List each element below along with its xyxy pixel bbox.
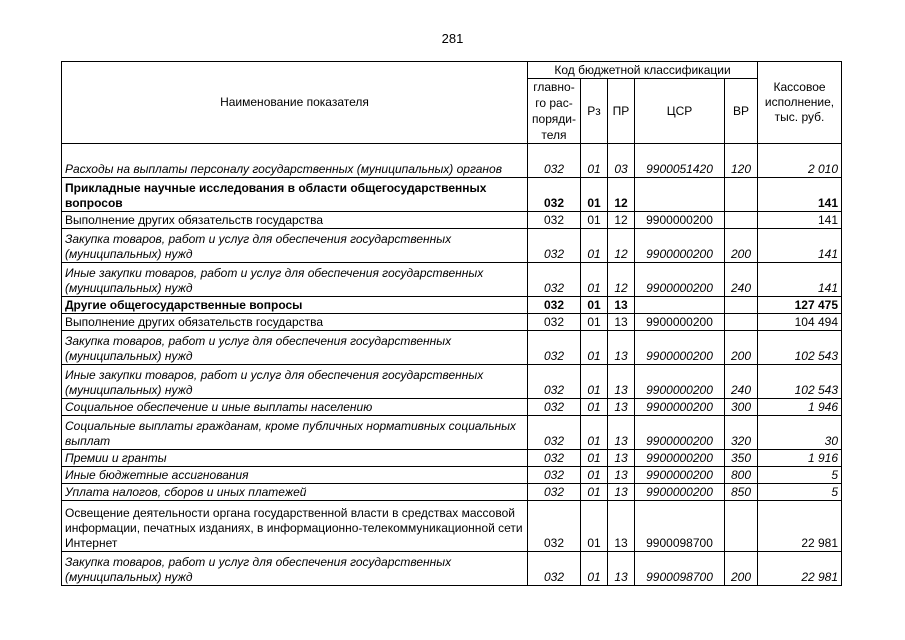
row-gr: 032 xyxy=(528,263,581,297)
row-pr: 12 xyxy=(608,212,635,229)
row-amount: 104 494 xyxy=(758,314,842,331)
row-name: Закупка товаров, работ и услуг для обеспечения государственных (муниципальных) нужд xyxy=(62,331,528,365)
row-vr: 240 xyxy=(725,263,758,297)
row-amount: 141 xyxy=(758,229,842,263)
row-vr: 240 xyxy=(725,365,758,399)
row-vr xyxy=(725,212,758,229)
row-pr: 13 xyxy=(608,365,635,399)
row-gr: 032 xyxy=(528,484,581,501)
row-vr: 800 xyxy=(725,467,758,484)
row-pr: 13 xyxy=(608,450,635,467)
table-header xyxy=(62,62,842,144)
row-csr: 9900000200 xyxy=(635,229,725,263)
row-vr xyxy=(725,501,758,552)
row-csr: 9900000200 xyxy=(635,314,725,331)
row-amount: 127 475 xyxy=(758,297,842,314)
row-amount: 22 981 xyxy=(758,501,842,552)
row-amount: 141 xyxy=(758,212,842,229)
budget-table xyxy=(61,61,842,586)
row-pr: 12 xyxy=(608,178,635,212)
table-row xyxy=(62,552,842,586)
row-rz: 01 xyxy=(581,229,608,263)
row-pr: 12 xyxy=(608,229,635,263)
row-amount: 102 543 xyxy=(758,331,842,365)
row-amount: 2 010 xyxy=(758,144,842,178)
row-csr: 9900000200 xyxy=(635,331,725,365)
row-csr: 9900000200 xyxy=(635,365,725,399)
row-rz: 01 xyxy=(581,416,608,450)
row-amount: 1 916 xyxy=(758,450,842,467)
row-vr: 320 xyxy=(725,416,758,450)
row-pr: 13 xyxy=(608,331,635,365)
row-vr xyxy=(725,297,758,314)
table-body xyxy=(62,144,842,586)
row-pr: 13 xyxy=(608,416,635,450)
header-amount-line: тыс. руб. xyxy=(774,110,825,124)
row-csr: 9900000200 xyxy=(635,416,725,450)
row-gr: 032 xyxy=(528,331,581,365)
row-rz: 01 xyxy=(581,314,608,331)
table-row xyxy=(62,144,842,178)
header-vr: ВР xyxy=(725,79,758,144)
row-rz: 01 xyxy=(581,331,608,365)
row-amount: 22 981 xyxy=(758,552,842,586)
table-row xyxy=(62,178,842,212)
header-amount-line: Кассовое xyxy=(773,80,826,94)
header-rz: Рз xyxy=(581,79,608,144)
row-rz: 01 xyxy=(581,297,608,314)
row-csr xyxy=(635,297,725,314)
row-rz: 01 xyxy=(581,178,608,212)
row-pr: 13 xyxy=(608,552,635,586)
header-gr-line: теля xyxy=(541,128,567,142)
row-csr: 9900000200 xyxy=(635,212,725,229)
header-gr-line: главно- xyxy=(533,80,575,94)
row-rz: 01 xyxy=(581,365,608,399)
row-name: Освещение деятельности органа государственной власти в средствах массовой информации, печатных изданиях, в информационно-телекоммуникационной сети Интернет xyxy=(62,501,528,552)
row-csr: 9900000200 xyxy=(635,399,725,416)
row-pr: 13 xyxy=(608,484,635,501)
row-name: Иные закупки товаров, работ и услуг для обеспечения государственных (муниципальных) нужд xyxy=(62,365,528,399)
row-name: Уплата налогов, сборов и иных платежей xyxy=(62,484,528,501)
table-row xyxy=(62,399,842,416)
row-gr: 032 xyxy=(528,416,581,450)
row-pr: 13 xyxy=(608,399,635,416)
row-gr: 032 xyxy=(528,178,581,212)
row-gr: 032 xyxy=(528,467,581,484)
row-csr xyxy=(635,178,725,212)
row-gr: 032 xyxy=(528,229,581,263)
row-name: Выполнение других обязательств государства xyxy=(62,212,528,229)
page-number: 281 xyxy=(441,31,464,46)
row-vr: 350 xyxy=(725,450,758,467)
row-csr: 9900000200 xyxy=(635,263,725,297)
row-name: Другие общегосударственные вопросы xyxy=(62,297,528,314)
row-amount: 141 xyxy=(758,263,842,297)
table-row xyxy=(62,229,842,263)
row-vr: 300 xyxy=(725,399,758,416)
table-row xyxy=(62,314,842,331)
row-csr: 9900051420 xyxy=(635,144,725,178)
row-gr: 032 xyxy=(528,399,581,416)
row-vr: 200 xyxy=(725,229,758,263)
row-pr: 13 xyxy=(608,314,635,331)
row-amount: 102 543 xyxy=(758,365,842,399)
header-name: Наименование показателя xyxy=(62,62,528,144)
row-name: Расходы на выплаты персоналу государственных (муниципальных) органов xyxy=(62,144,528,178)
row-rz: 01 xyxy=(581,501,608,552)
row-gr: 032 xyxy=(528,144,581,178)
header-gr-line: поряди- xyxy=(532,112,576,126)
row-amount: 5 xyxy=(758,467,842,484)
row-gr: 032 xyxy=(528,212,581,229)
row-amount: 1 946 xyxy=(758,399,842,416)
row-amount: 141 xyxy=(758,178,842,212)
row-csr: 9900098700 xyxy=(635,552,725,586)
row-rz: 01 xyxy=(581,144,608,178)
table-row xyxy=(62,484,842,501)
table-row xyxy=(62,416,842,450)
table-row xyxy=(62,450,842,467)
table-row xyxy=(62,297,842,314)
row-rz: 01 xyxy=(581,450,608,467)
row-vr xyxy=(725,314,758,331)
row-pr: 13 xyxy=(608,501,635,552)
row-name: Социальные выплаты гражданам, кроме публичных нормативных социальных выплат xyxy=(62,416,528,450)
row-gr: 032 xyxy=(528,365,581,399)
row-name: Закупка товаров, работ и услуг для обеспечения государственных (муниципальных) нужд xyxy=(62,552,528,586)
row-pr: 12 xyxy=(608,263,635,297)
row-csr: 9900000200 xyxy=(635,467,725,484)
header-pr: ПР xyxy=(608,79,635,144)
row-vr: 200 xyxy=(725,552,758,586)
row-vr: 200 xyxy=(725,331,758,365)
row-name: Прикладные научные исследования в области общегосударственных вопросов xyxy=(62,178,528,212)
row-pr: 03 xyxy=(608,144,635,178)
row-rz: 01 xyxy=(581,552,608,586)
table-row xyxy=(62,331,842,365)
row-csr: 9900098700 xyxy=(635,501,725,552)
row-rz: 01 xyxy=(581,212,608,229)
header-csr: ЦСР xyxy=(635,79,725,144)
row-gr: 032 xyxy=(528,297,581,314)
row-name: Иные бюджетные ассигнования xyxy=(62,467,528,484)
row-name: Иные закупки товаров, работ и услуг для обеспечения государственных (муниципальных) нужд xyxy=(62,263,528,297)
header-code-group: Код бюджетной классификации xyxy=(528,62,758,79)
row-gr: 032 xyxy=(528,552,581,586)
header-gr-line: го рас- xyxy=(535,96,573,110)
row-pr: 13 xyxy=(608,297,635,314)
row-csr: 9900000200 xyxy=(635,450,725,467)
row-rz: 01 xyxy=(581,467,608,484)
row-name: Премии и гранты xyxy=(62,450,528,467)
table-row xyxy=(62,212,842,229)
row-rz: 01 xyxy=(581,399,608,416)
row-name: Закупка товаров, работ и услуг для обеспечения государственных (муниципальных) нужд xyxy=(62,229,528,263)
row-gr: 032 xyxy=(528,501,581,552)
row-rz: 01 xyxy=(581,263,608,297)
row-gr: 032 xyxy=(528,450,581,467)
row-vr: 850 xyxy=(725,484,758,501)
header-gr xyxy=(528,79,581,144)
row-amount: 5 xyxy=(758,484,842,501)
row-pr: 13 xyxy=(608,467,635,484)
row-name: Социальное обеспечение и иные выплаты населению xyxy=(62,399,528,416)
header-amount-line: исполнение, xyxy=(764,95,835,109)
row-name: Выполнение других обязательств государства xyxy=(62,314,528,331)
table-row xyxy=(62,467,842,484)
table-row xyxy=(62,501,842,552)
row-csr: 9900000200 xyxy=(635,484,725,501)
table-row xyxy=(62,263,842,297)
row-vr: 120 xyxy=(725,144,758,178)
table-row xyxy=(62,365,842,399)
row-gr: 032 xyxy=(528,314,581,331)
row-vr xyxy=(725,178,758,212)
row-rz: 01 xyxy=(581,484,608,501)
row-amount: 30 xyxy=(758,416,842,450)
header-amount xyxy=(758,62,842,144)
